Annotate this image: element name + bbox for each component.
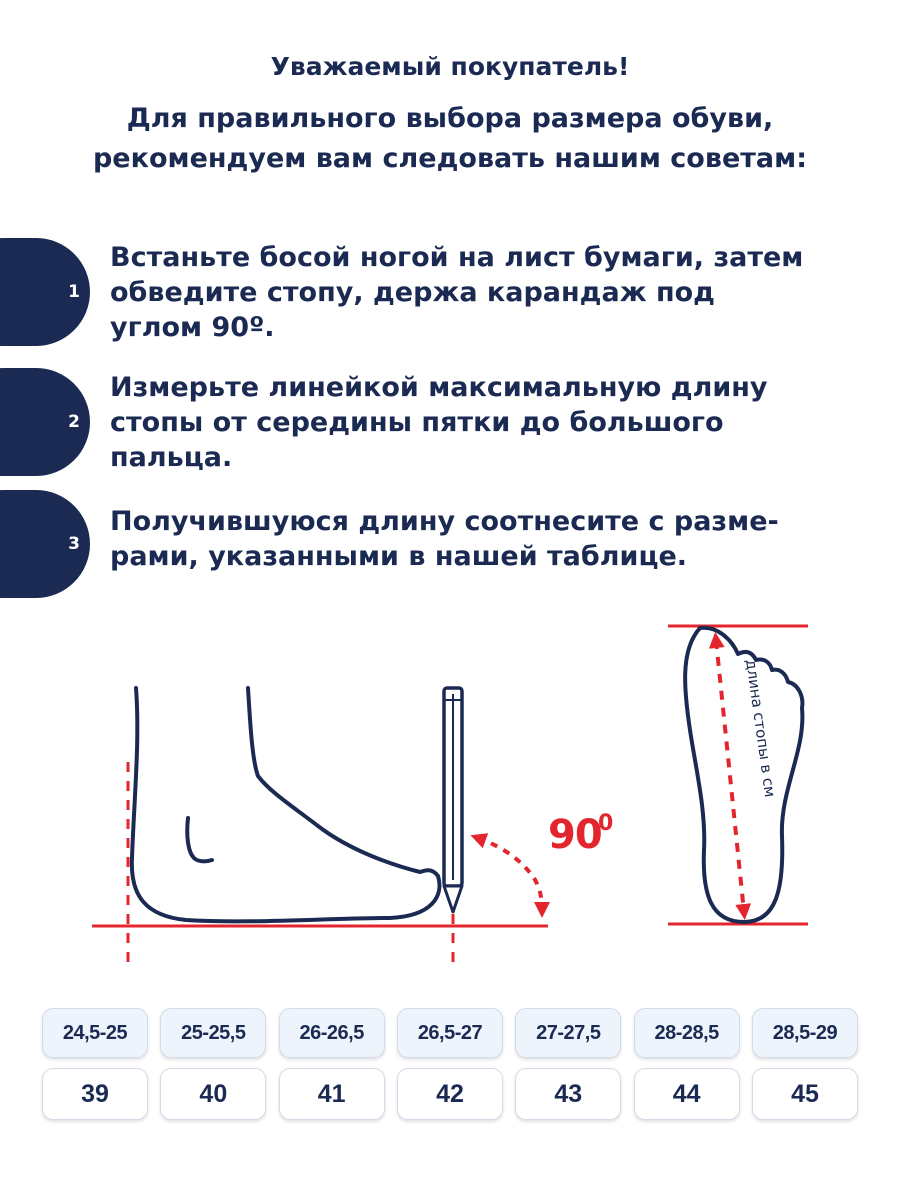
size-cell-eu: 40: [160, 1068, 266, 1120]
step-line: обведите стопу, держа карандаж под: [110, 277, 715, 308]
pencil-icon: [444, 688, 462, 912]
angle-unit: 0: [598, 811, 614, 836]
step-line: Измерьте линейкой максимальную длину: [110, 372, 768, 403]
size-cell-cm: 25-25,5: [160, 1008, 266, 1058]
step-line: пальца.: [110, 442, 233, 473]
intro-line-2: рекомендуем вам следовать нашим советам:: [92, 143, 807, 174]
size-cell-eu: 41: [279, 1068, 385, 1120]
angle-label: 90: [548, 812, 602, 858]
size-cell-cm: 26-26,5: [279, 1008, 385, 1058]
step-line: рами, указанными в нашей таблице.: [110, 541, 688, 572]
size-cell-eu: 39: [42, 1068, 148, 1120]
step-number: 1: [68, 282, 80, 302]
step-text: [110, 240, 870, 345]
step-line: Встаньте босой ногой на лист бумаги, затем: [110, 242, 804, 273]
size-row-eu: [42, 1068, 858, 1120]
step-text: [110, 370, 870, 475]
step-text: [110, 504, 870, 574]
size-cell-eu: 42: [397, 1068, 503, 1120]
size-cell-eu: 45: [752, 1068, 858, 1120]
size-cell-cm: 24,5-25: [42, 1008, 148, 1058]
step-line: стопы от середины пятки до большого: [110, 407, 724, 438]
step-line: углом 90º.: [110, 312, 275, 343]
size-cell-cm: 27-27,5: [515, 1008, 621, 1058]
intro-text: [0, 99, 900, 179]
size-cell-cm: 26,5-27: [397, 1008, 503, 1058]
step-1: [0, 238, 900, 348]
step-3: [0, 490, 900, 600]
size-row-cm: [42, 1008, 858, 1058]
foot-length-arrow: [716, 640, 744, 912]
foot-length-label: длина стопы в см: [742, 658, 780, 799]
size-cell-eu: 44: [634, 1068, 740, 1120]
step-line: Получившуюся длину соотнесите с разме-: [110, 506, 779, 537]
size-cell-eu: 43: [515, 1068, 621, 1120]
size-cell-cm: 28-28,5: [634, 1008, 740, 1058]
step-2: [0, 368, 900, 478]
intro-line-1: Для правильного выбора размера обуви,: [126, 103, 774, 134]
step-number: 3: [68, 534, 80, 554]
foot-side-view-icon: [132, 688, 440, 921]
greeting-title: Уважаемый покупатель!: [270, 52, 630, 81]
header: [0, 52, 900, 179]
size-cell-cm: 28,5-29: [752, 1008, 858, 1058]
angle-arrow-icon: [478, 838, 542, 910]
step-number: 2: [68, 412, 80, 432]
measurement-illustration: [0, 610, 900, 980]
